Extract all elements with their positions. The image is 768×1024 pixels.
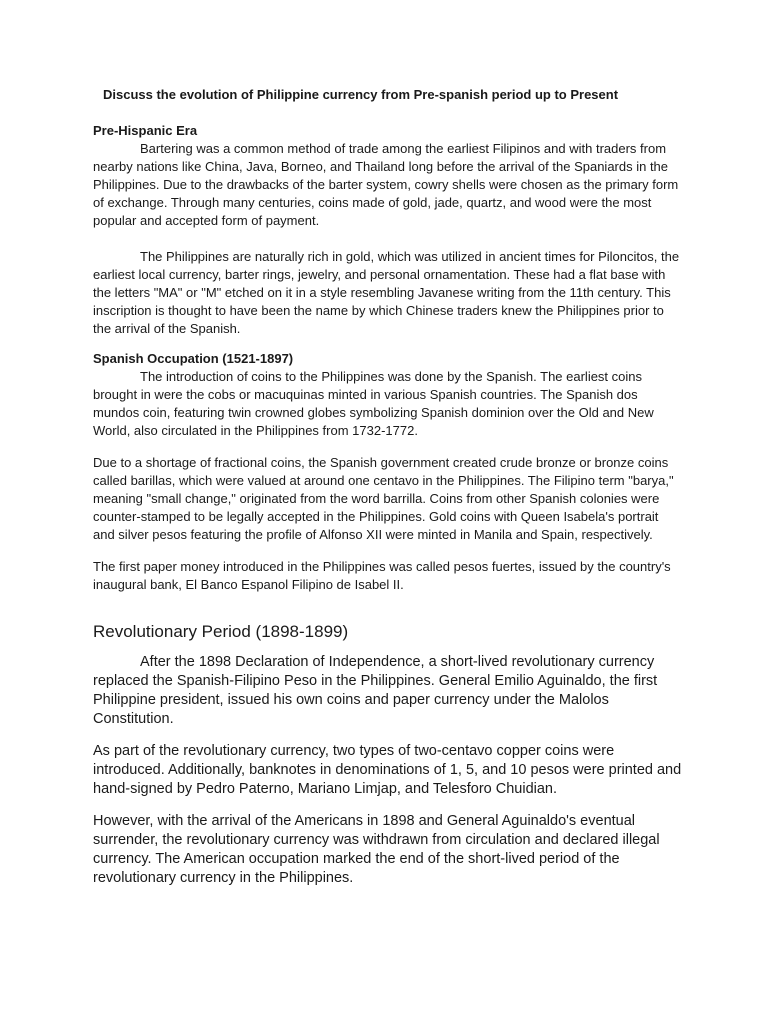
section-heading-spanish: Spanish Occupation (1521-1897) [93, 351, 294, 366]
section-heading-pre-hispanic: Pre-Hispanic Era [93, 123, 198, 138]
paragraph-pre-hispanic-1: Bartering was a common method of trade among the earliest Filipinos and with traders from nearby nations like China, Java, Borneo, and Thailand long before the arrival of the Spaniards in the Philippines. Due to the drawbacks of the barter system, cowry shells were chosen as the primary form of exchange. Through many centuries, coins made of gold, jade, quartz, and wood were the most popular and accepted form of payment. [93, 141, 679, 228]
paragraph-spanish-1: The introduction of coins to the Philippines was done by the Spanish. The earliest coins brought in were the cobs or macuquinas minted in various Spanish countries. The Spanish dos mundos coin, featuring twin crowned globes symbolizing Spanish dominion over the Old and New World, also circulated in the Philippines from 1732-1772. [93, 369, 654, 438]
section-revolutionary [93, 653, 683, 888]
section-spanish-occupation [93, 350, 683, 594]
paragraph-spanish-3: The first paper money introduced in the Philippines was called pesos fuertes, issued by the country's inaugural bank, El Banco Espanol Filipino de Isabel II. [93, 559, 671, 592]
paragraph-revolutionary-3: However, with the arrival of the Americans in 1898 and General Aguinaldo's eventual surrender, the revolutionary currency was withdrawn from circulation and declared illegal currency. The American occupation marked the end of the short-lived period of the revolutionary currency in the Philippines. [93, 813, 660, 886]
paragraph-revolutionary-1: After the 1898 Declaration of Independence, a short-lived revolutionary currency replaced the Spanish-Filipino Peso in the Philippines. General Emilio Aguinaldo, the first Philippine president, issued his own coins and paper currency under the Malolos Constitution. [93, 654, 658, 727]
section-heading-revolutionary: Revolutionary Period (1898-1899) [93, 622, 349, 641]
paragraph-spanish-2: Due to a shortage of fractional coins, the Spanish government created crude bronze or bronze coins called barillas, which were valued at around one centavo in the Philippines. The Filipino term "barya," meaning "small change," originated from the word barrilla. Coins from other Spanish colonies were counter-stamped to be legally accepted in the Philippines. Gold coins with Queen Isabela's portrait and silver pesos featuring the profile of Alfonso XII were minted in Manila and Spain, respectively. [93, 455, 674, 542]
paragraph-revolutionary-2: As part of the revolutionary currency, two types of two-centavo copper coins were introduced. Additionally, banknotes in denominations of 1, 5, and 10 pesos were printed and hand-signed by Pedro Paterno, Mariano Limjap, and Telesforo Chuidian. [93, 743, 682, 797]
paragraph-pre-hispanic-2: The Philippines are naturally rich in gold, which was utilized in ancient times for Piloncitos, the earliest local currency, barter rings, jewelry, and personal ornamentation. These had a flat base with the letters "MA" or "M" etched on it in a style resembling Javanese writing from the 11th century. This inscription is thought to have been the name by which Chinese traders knew the Philippines prior to the arrival of the Spanish. [93, 249, 680, 336]
document-title: Discuss the evolution of Philippine currency from Pre-spanish period up to Present [103, 87, 619, 102]
section-pre-hispanic [93, 122, 683, 338]
